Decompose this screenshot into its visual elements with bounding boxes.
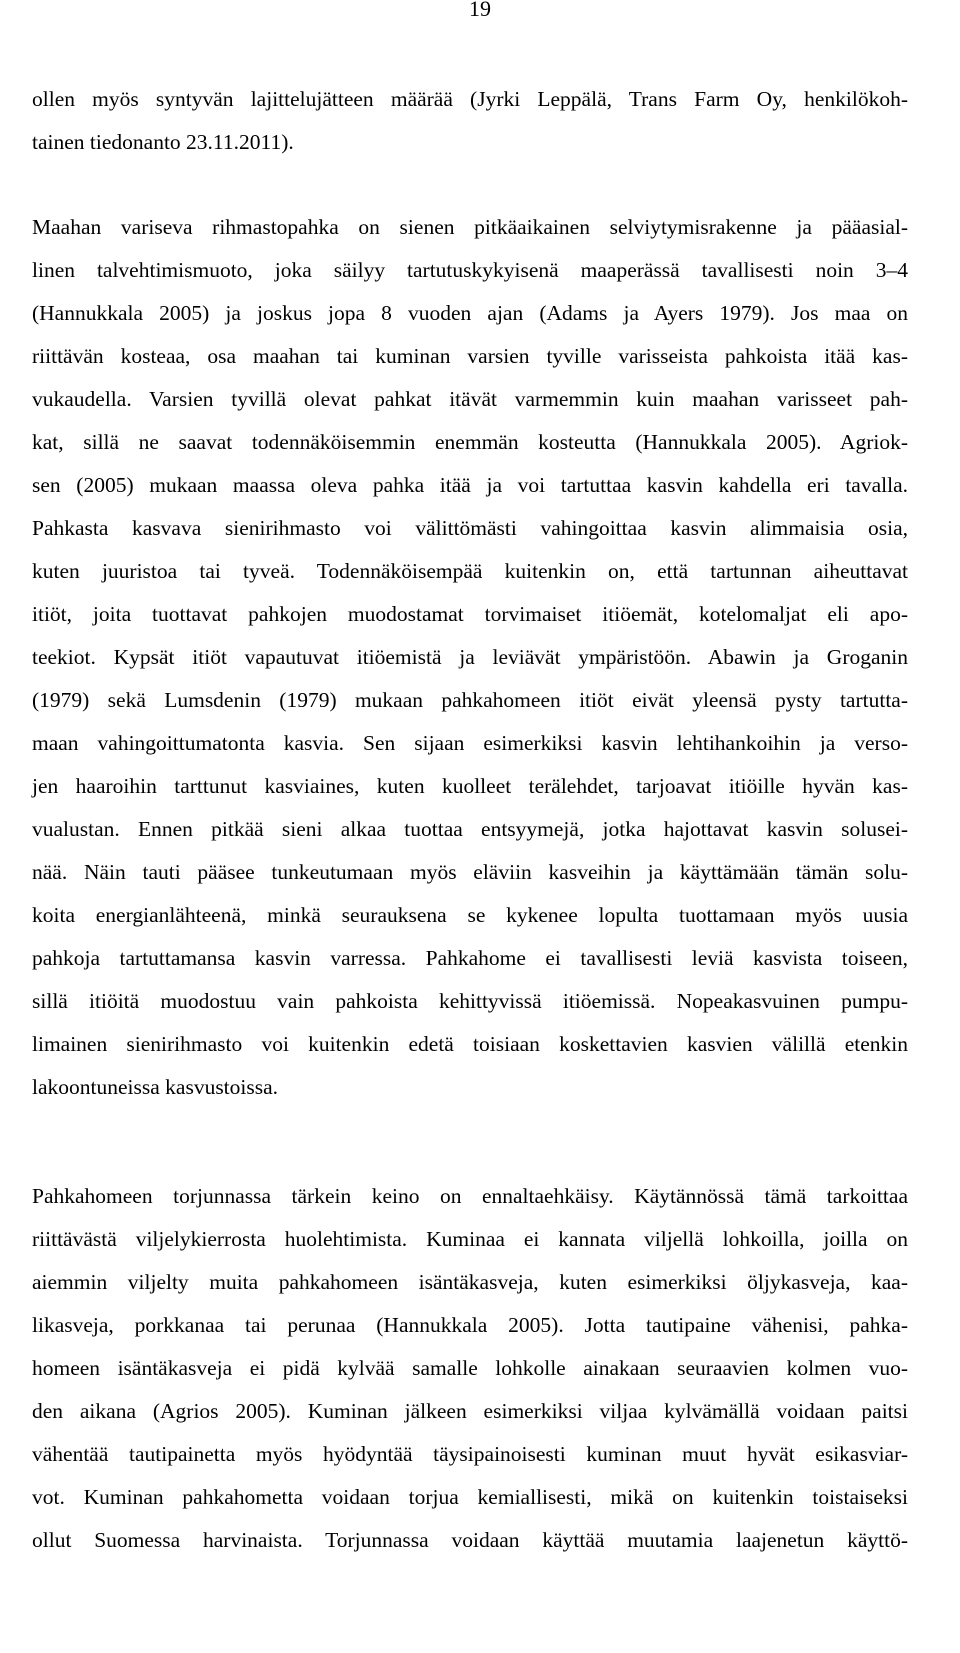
paragraph-2 — [32, 206, 908, 1109]
text-line: vähentää tautipainetta myös hyödyntää täysipainoisesti kuminan muut hyvät esikasviar- — [32, 1442, 908, 1466]
text-line: sillä itiöitä muodostuu vain pahkoista kehittyvissä itiöemissä. Nopeakasvuinen pumpu- — [32, 989, 908, 1013]
text-line: (1979) sekä Lumsdenin (1979) mukaan pahkahomeen itiöt eivät yleensä pysty tartutta- — [32, 688, 908, 712]
text-line: kat, sillä ne saavat todennäköisemmin enemmän kosteutta (Hannukkala 2005). Agriok- — [32, 430, 908, 454]
text-line: Maahan variseva rihmastopahka on sienen pitkäaikainen selviytymisrakenne ja pääasial- — [32, 215, 908, 239]
text-line: linen talvehtimismuoto, joka säilyy tartutuskykyisenä maaperässä tavallisesti noin 3–4 — [32, 258, 908, 282]
text-line: itiöt, joita tuottavat pahkojen muodostamat torvimaiset itiöemät, kotelomaljat eli apo- — [32, 602, 908, 626]
text-line: maan vahingoittumatonta kasvia. Sen sijaan esimerkiksi kasvin lehtihankoihin ja verso- — [32, 731, 908, 755]
text-line: homeen isäntäkasveja ei pidä kylvää samalle lohkolle ainakaan seuraavien kolmen vuo- — [32, 1356, 908, 1380]
text-line: vualustan. Ennen pitkää sieni alkaa tuottaa entsyymejä, jotka hajottavat kasvin solusei- — [32, 817, 908, 841]
text-line: vot. Kuminan pahkahometta voidaan torjua kemiallisesti, mikä on kuitenkin toistaiseksi — [32, 1485, 908, 1509]
text-line: den aikana (Agrios 2005). Kuminan jälkeen esimerkiksi viljaa kylvämällä voidaan paitsi — [32, 1399, 908, 1423]
text-line: riittävästä viljelykierrosta huolehtimista. Kuminaa ei kannata viljellä lohkoilla, joilla on — [32, 1227, 908, 1251]
text-line: riittävän kosteaa, osa maahan tai kuminan varsien tyville varisseista pahkoista itää kas- — [32, 344, 908, 368]
text-line: likasveja, porkkanaa tai perunaa (Hannukkala 2005). Jotta tautipaine vähenisi, pahka- — [32, 1313, 908, 1337]
paragraph-3 — [32, 1175, 908, 1562]
text-line: sen (2005) mukaan maassa oleva pahka itää ja voi tartuttaa kasvin kahdella eri tavalla. — [32, 473, 908, 497]
text-line: vukaudella. Varsien tyvillä olevat pahkat itävät varmemmin kuin maahan varisseet pah- — [32, 387, 908, 411]
text-line: lakoontuneissa kasvustoissa. — [32, 1075, 279, 1099]
text-line: nää. Näin tauti pääsee tunkeutumaan myös eläviin kasveihin ja käyttämään tämän solu- — [32, 860, 908, 884]
text-line: Pahkasta kasvava sienirihmasto voi välittömästi vahingoittaa kasvin alimmaisia osia, — [32, 516, 908, 540]
text-line: ollut Suomessa harvinaista. Torjunnassa voidaan käyttää muutamia laajenetun käyttö- — [32, 1528, 908, 1552]
text-line: pahkoja tartuttamansa kasvin varressa. Pahkahome ei tavallisesti leviä kasvista toiseen, — [32, 946, 908, 970]
page-number: 19 — [469, 0, 491, 21]
text-line: aiemmin viljelty muita pahkahomeen isäntäkasveja, kuten esimerkiksi öljykasveja, kaa- — [32, 1270, 908, 1294]
text-line: (Hannukkala 2005) ja joskus jopa 8 vuoden ajan (Adams ja Ayers 1979). Jos maa on — [32, 301, 908, 325]
paragraph-1 — [32, 78, 908, 164]
text-line: tainen tiedonanto 23.11.2011). — [32, 130, 294, 154]
text-line: teekiot. Kypsät itiöt vapautuvat itiöemistä ja leviävät ympäristöön. Abawin ja Groganin — [32, 645, 908, 669]
text-line: kuten juuristoa tai tyveä. Todennäköisempää kuitenkin on, että tartunnan aiheuttavat — [32, 559, 908, 583]
text-line: jen haaroihin tarttunut kasviaines, kuten kuolleet terälehdet, tarjoavat itiöille hyvän kas- — [32, 774, 908, 798]
text-line: limainen sienirihmasto voi kuitenkin edetä toisiaan koskettavien kasvien välillä etenkin — [32, 1032, 908, 1056]
text-line: Pahkahomeen torjunnassa tärkein keino on ennaltaehkäisy. Käytännössä tämä tarkoittaa — [32, 1184, 908, 1208]
text-line: ollen myös syntyvän lajittelujätteen määrää (Jyrki Leppälä, Trans Farm Oy, henkilökoh- — [32, 87, 908, 111]
text-line: koita energianlähteenä, minkä seurauksena se kykenee lopulta tuottamaan myös uusia — [32, 903, 908, 927]
